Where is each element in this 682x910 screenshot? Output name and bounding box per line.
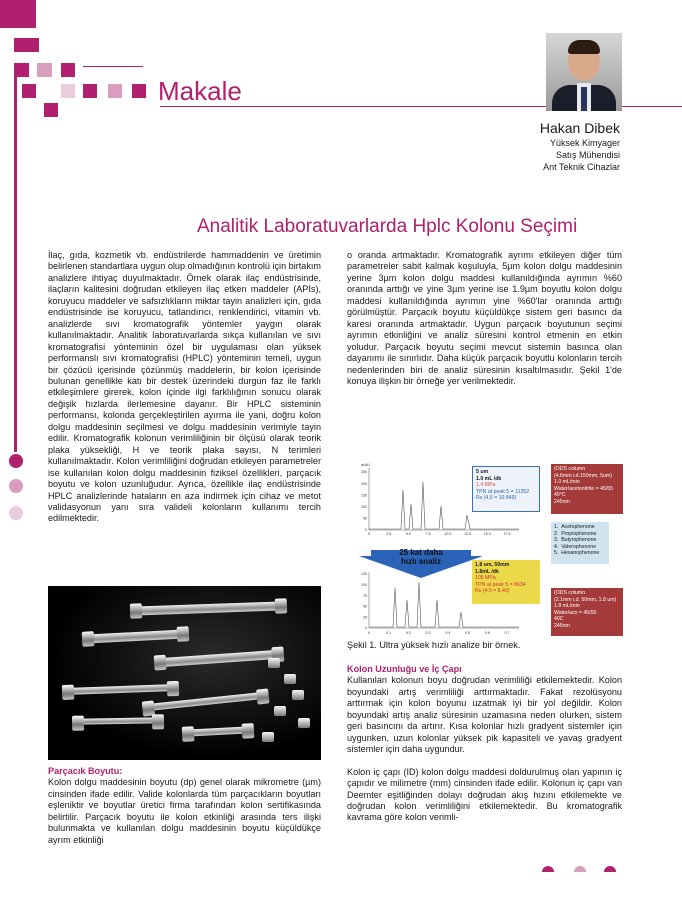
y-tick-label: 125	[361, 572, 367, 577]
x-tick-label: 0.2	[405, 631, 411, 635]
top-y-axis	[361, 470, 367, 532]
body-paragraph: Kolon dolgu maddesinin boyutu (dp) genel olarak mikrometre (µm) cinsinden ifade edilir. Valide kolonlarda tüm parçacıkların boyutları eşleniktir ve boyutlar üretici firma tarafından kolon sertifikasında belirtilir. Parçacık boyutu ile kolon etkinliği arasında ters ilişki bulunmakta ve kullanılan dolgu maddesinin boyutu küçüldükçe ayrım etkinliği	[48, 777, 321, 845]
arrow-text: hızlı analiz	[400, 557, 442, 566]
y-tick-label: 50	[363, 604, 367, 609]
top-run-info: 5 um 1.0 mL /dk 1.4 MPa TPN at peak 5 = 11352 Rs (4,5 = 10.849)	[472, 466, 540, 512]
x-tick-label: 0.5	[465, 631, 471, 635]
bottom-x-axis	[368, 631, 510, 635]
body-paragraph: Kullanılan kolonun boyu doğrudan verimliliği etkilemektedir. Kolon boyundaki artış verimliliği arttırmaktadır. Fakat rezolüsyonu arttırmak için kolon boyunu uzatmak iyi bir yol değildir. Kolon boyundaki artış analiz süresinin uzamasına neden olurken, sistem geri basıncını da artırır. Kısa kolonlar hızlı gradyent sistemler için uygunken, uzun kolonlar yüksek pik kapasiteli ve yavaş gradyent sistemler için daha uygundur.	[347, 675, 622, 755]
compound-list: 1. Acetophenone 2. Propiophenone 3. Butyrophenone 4. Valerophenone 5. Hexanophenone	[551, 522, 609, 564]
y-tick-label: 200	[361, 481, 367, 486]
x-tick-label: 0.6	[484, 631, 490, 635]
body-paragraph: o oranda artmaktadır. Kromatografik ayrımı etkileyen diğer tüm parametreler sabit kalmak koşuluyla, 5µm kolon dolgu maddesinin yerine 3µm kolon dolgu maddesi kullanıldığında ayrımın %60 oranında arttığı ve yine 3µm yerine ise 1.9µm boyutlu kolon dolgu maddesi kullanıldığında ayrımın yine %60'lar oranında arttığı görülmüştür. Parçacık boyutu küçüldükçe sistem geri basıncı da karesi oranında artmaktadır. Uygun parçacık boyutunun seçimi ayrımın etkinliğini ve analiz süresini kontrol etmenin en etkin yoludur. Parçacık boyutu seçimi mevcut sistemin basınca olan dayanımı ile sınırlıdır. Daha küçük parçacık boyutlu kolonların tercih nedenlerinden biri de analiz süresinin kısaltılmasıdır. Şekil 1'de konuya ilişkin bir örneğe yer verilmektedir.	[347, 250, 622, 386]
y-tick-label: 100	[361, 583, 367, 587]
x-tick-label: 5.0	[405, 532, 411, 536]
top-conditions-box: (ODS column (4.6mm i.d.150mm, 5um) 1.0 mL/min Water/acetonitrile = 45/55 40°C 245nm	[551, 464, 623, 514]
decorative-dot	[542, 866, 554, 872]
y-tick-label: 150	[361, 493, 367, 498]
hplc-columns-photo	[48, 586, 321, 760]
y-tick-label: 0	[365, 528, 367, 533]
y-tick-label: 100	[361, 505, 367, 509]
x-tick-label: 0.4	[445, 631, 451, 635]
top-x-axis	[368, 532, 511, 536]
author-title: Yüksek Kimyager	[549, 138, 620, 148]
particle-size-section	[48, 766, 321, 846]
y-tick-label: 25	[363, 615, 367, 620]
x-tick-label: 0	[368, 631, 370, 635]
body-paragraph: Kolon iç çapı (ID) kolon dolgu maddesi doldurulmuş olan yapının iç çapıdır ve milimetre (mm) cinsinden ifade edilir. Kolonun iç çapı van Deemter eşitliğinden dolayı doğrudan akış hızını etkilemekte ve doğrudan kolon verimliliğini etkilemektedir. Bu kromatografik kavrama göre kolon verimli-	[347, 766, 622, 823]
x-tick-label: 0	[368, 532, 370, 536]
chromatogram-figure	[347, 460, 647, 640]
section-heading: Kolon Uzunluğu ve İç Çapı	[347, 664, 462, 674]
x-tick-label: 0.1	[386, 631, 392, 635]
header-rule	[83, 66, 143, 67]
decorative-dot	[9, 506, 23, 520]
column-length-section	[347, 664, 622, 824]
section-heading: Parçacık Boyutu:	[48, 766, 123, 776]
top-unit-label: mAU	[361, 462, 370, 467]
decorative-dot	[604, 866, 616, 872]
author-title: Satış Mühendisi	[555, 150, 620, 160]
decorative-dot	[9, 454, 23, 468]
arrow-text: 25 kat daha	[399, 548, 443, 557]
x-tick-label: 12.5	[464, 532, 472, 536]
y-tick-label: 75	[363, 593, 367, 598]
x-tick-label: 15.0	[483, 532, 491, 536]
bottom-run-info: 1.8 um, 50mm 1.8mL /dk 105 MPa TPN at peak 5 = 8634 Rs (4,5 = 8.40)	[472, 560, 540, 604]
author-name: Hakan Dibek	[539, 120, 620, 136]
y-tick-label: 250	[361, 470, 367, 475]
article-title: Analitik Laboratuvarlarda Hplc Kolonu Seçimi	[197, 216, 578, 237]
x-tick-label: 0.7	[504, 631, 510, 635]
body-paragraph: İlaç, gıda, kozmetik vb. endüstrilerde hammaddenin ve üretimin belirlenen standartlara uygun olup olmadığının kontrolü için birtakım analizlere ihtiyaç duyulmaktadır. Örnek olarak ilaç endüstrisinde, ilaçların kalitesini doğrudan etkileyen ilaç etken maddeler (APIs), koruyucu maddeler ve safsızlıkların miktar tayin analizleri için, gıda endüstrisinde ise koruyucu, tatlandırıcı, renklendirici, vitamin vb. analizlerde sıvı kromatografik yöntemler yaygın olarak kullanılmaktadır. Analitik laboratuvarlarda sıkça kullanılan ve sıvı kromatografisi yönteminin özel bir uygulaması olan yüksek performanslı sıvı kromatografisi (HPLC) yönteminin temeli, uygun bir çözücü içerisinde çözünmüş maddelerin, bir kolon içerisinde bulunan genellikle katı bir destek üzerindeki durgun faz ile farklı etkileşimlere girerek, kolon içinde ilgi farklılığının sonucu olarak değişik hızlarda ilerlemesine dayanır. Bir HPLC sisteminin performansı, kolonda gerçekleştirilen ayırma ile yani, doğru kolon dolgu maddesinin seçilmesi ve dolgu maddesinin verimiyle tayin edilir. Kromatografik kolonun verimliliğinin bir ölçüsü olarak teorik plaka yüksekliği, H ve teorik plaka sayısı, N terimleri kullanılmaktadır. Kolon verimliliğini doğrudan etkileyen parametreler ise kullanılan kolon dolgu maddesinin fiziksel özellikleri, parçacık boyutu ve kolon uzunluğudur. Ayrıca, özellikle ilaç endüstrisinde HPLC analizlerinde hataların en aza indirmek için cihaz ve metot validasyonun yanı sıra valideli kolonların kullanımı tercih edilmektedir.	[48, 250, 321, 524]
x-tick-label: 17.5	[503, 532, 511, 536]
figure-caption: Şekil 1. Ultra yüksek hızlı analize bir örnek.	[347, 640, 521, 650]
y-tick-label: 50	[363, 516, 367, 521]
left-column-text	[48, 250, 321, 525]
decorative-dot	[9, 479, 23, 493]
decorative-dot	[574, 866, 586, 872]
bottom-conditions-box: (ODS column (2.1mm i.d. 50mm, 1.8 um) 1.8 mL/min Water/acn = 45/55 40C 245nm	[551, 588, 623, 636]
right-column-text	[347, 250, 622, 387]
x-tick-label: 0.3	[425, 631, 431, 635]
author-photo	[546, 33, 622, 111]
author-title: Ant Teknik Cihazlar	[543, 162, 620, 172]
section-label: Makale	[158, 76, 242, 106]
x-tick-label: 2.5	[386, 532, 392, 536]
x-tick-label: 7.5	[425, 532, 431, 536]
bottom-y-axis	[361, 572, 367, 630]
x-tick-label: 10.0	[444, 532, 452, 536]
y-tick-label: 0	[365, 626, 367, 631]
